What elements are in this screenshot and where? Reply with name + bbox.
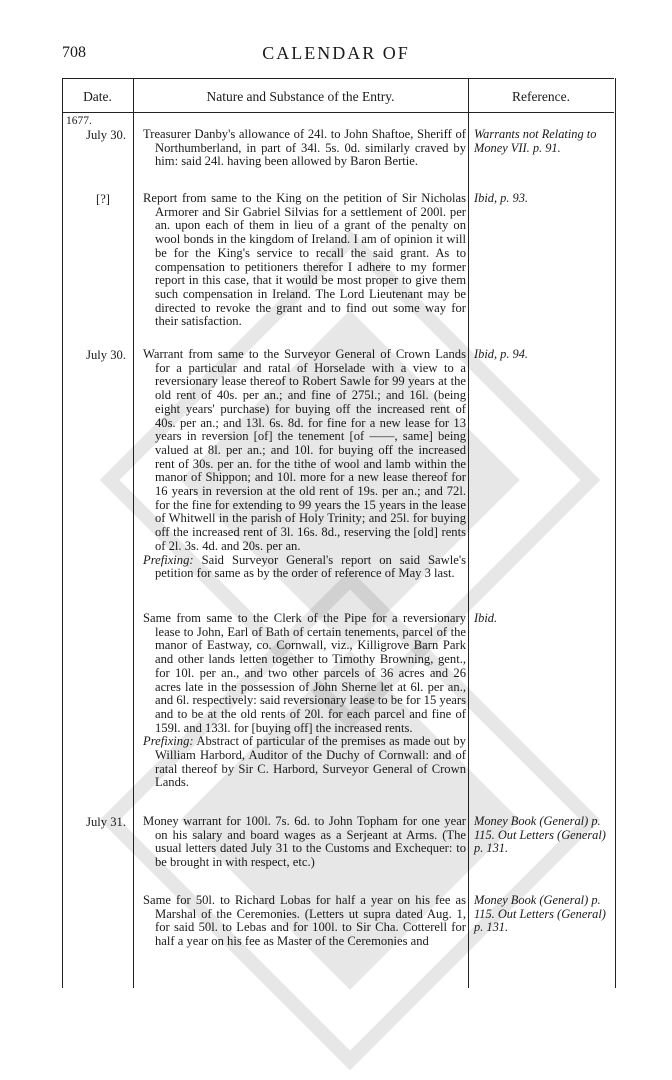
column-header-nature: Nature and Substance of the Entry. xyxy=(206,89,395,104)
entry-date: July 31. xyxy=(86,815,126,829)
entry-body: Treasurer Danby's allowance of 24l. to John Shaftoe, Sheriff of Northumberland, in part of 34l. 5s. 0d. similarly craved by him: said 24l. having been allowed by Baron Bertie. xyxy=(143,127,466,169)
table-header-rule xyxy=(62,112,614,113)
entry-reference: Money Book (General) p. 115. Out Letters (General) p. 131. xyxy=(474,893,606,935)
table-top-rule xyxy=(62,78,614,79)
entry-text xyxy=(143,348,466,581)
entry-reference: Warrants not Relating to Money VII. p. 91. xyxy=(474,127,597,155)
entry-text xyxy=(143,128,466,169)
entry-reference: Ibid, p. 94. xyxy=(474,347,529,361)
entry-body: Money warrant for 100l. 7s. 6d. to John Topham for one year on his salary and board wages as a Serjeant at Arms. (The usual letters dated July 31 to the Customs and Exchequer: to be brought in with respect, etc.) xyxy=(143,814,466,870)
entry-text xyxy=(143,815,466,870)
prefixing-label: Prefixing: xyxy=(143,734,194,749)
entry-reference: Ibid, p. 93. xyxy=(474,191,529,205)
entry-reference: Ibid. xyxy=(474,611,498,625)
entry-date: July 30. xyxy=(86,128,126,142)
entry-text xyxy=(143,612,466,790)
running-title: CALENDAR OF xyxy=(262,43,410,63)
entry-reference: Money Book (General) p. 115. Out Letters (General) p. 131. xyxy=(474,814,606,856)
entry-date: July 30. xyxy=(86,348,126,362)
entry-text xyxy=(143,192,466,329)
column-header-date: Date. xyxy=(83,89,112,104)
entry-body: Same for 50l. to Richard Lobas for half a year on his fee as Marshal of the Ceremonies. (Letters ut supra dated Aug. 1, for said 50l. to Lebas and for 100l. to Sir Cha. Cotterell for half a year on his fee as Master of the Ceremonies and xyxy=(143,893,466,949)
year-label: 1677. xyxy=(66,115,92,127)
column-header-reference: Reference. xyxy=(511,89,571,104)
page-number: 708 xyxy=(62,44,86,61)
prefixing-label: Prefixing: xyxy=(143,552,194,567)
entry-body: Report from same to the King on the petition of Sir Nicholas Armorer and Sir Gabriel Silvias for a settlement of 200l. per an. upon each of them in lieu of a grant of the penalty on wool bonds in the kingdom of Ireland. I am of opinion it will be for the King's service to recall the said grant. As to compensation to petitioners therefor I adhere to my former report in this case, that it would be most proper to give them such compensation in Ireland. The Lord Lieutenant may be directed to revoke the grant and to find out some way for their satisfaction. xyxy=(143,191,466,329)
column-divider-1 xyxy=(133,78,134,988)
entry-date: [?] xyxy=(96,192,110,206)
column-divider-2 xyxy=(468,78,469,988)
prefixing-text: Abstract of particular of the premises as made out by William Harbord, Auditor of the Duchy of Cornwall: and of ratal thereof by Sir C. Harbord, Surveyor General of Crown Lands. xyxy=(155,734,466,790)
prefixing-text: Said Surveyor General's report on said Sawle's petition for same as by the order of reference of May 3 last. xyxy=(155,552,466,581)
entry-body: Same from same to the Clerk of the Pipe for a reversionary lease to John, Earl of Bath of certain tenements, parcel of the manor of Eastway, co. Cornwall, viz., Killigrove Barn Park and other lands letten together to Timothy Browning, gent., for 10l. per an., and two other parcels of 36 acres and 26 acres late in the possession of John Sherne let at 6l. per an., and 6l. respectively: said reversionary lease to be for 15 years and to be at the old rents of 20l. for each parcel and fine of 159l. and 133l. for [buying off] the increased rents. xyxy=(143,611,466,735)
entry-text xyxy=(143,894,466,949)
entry-body: Warrant from same to the Surveyor General of Crown Lands for a particular and ratal of Horselade with a view to a reversionary lease thereof to Robert Sawle for 99 years at the old rent of 40s. per an.; and fine of 275l.; and 16l. (being eight years' purchase) for buying off the increased rent of 40s. per an.; and 13l. 6s. 8d. for fine for a new lease for 13 years in reversion [of] the tenement [of ——, same] being valued at 8l. per an.; and 10l. for buying off the increased rent of 30s. per an. for the tithe of wool and lamb within the manor of Shippon; and 10l. more for a new lease thereof for 16 years in reversion at the old rent of 19s. per an.; and 72l. for the fine for extending to 99 years the 15 years in the lease of Whitwell in the parish of Holy Trinity; and 25l. for buying off the increased rent of 3l. 16s. 8d., reserving the [old] rents of 2l. 3s. 4d. and 20s. per an. xyxy=(143,347,466,553)
